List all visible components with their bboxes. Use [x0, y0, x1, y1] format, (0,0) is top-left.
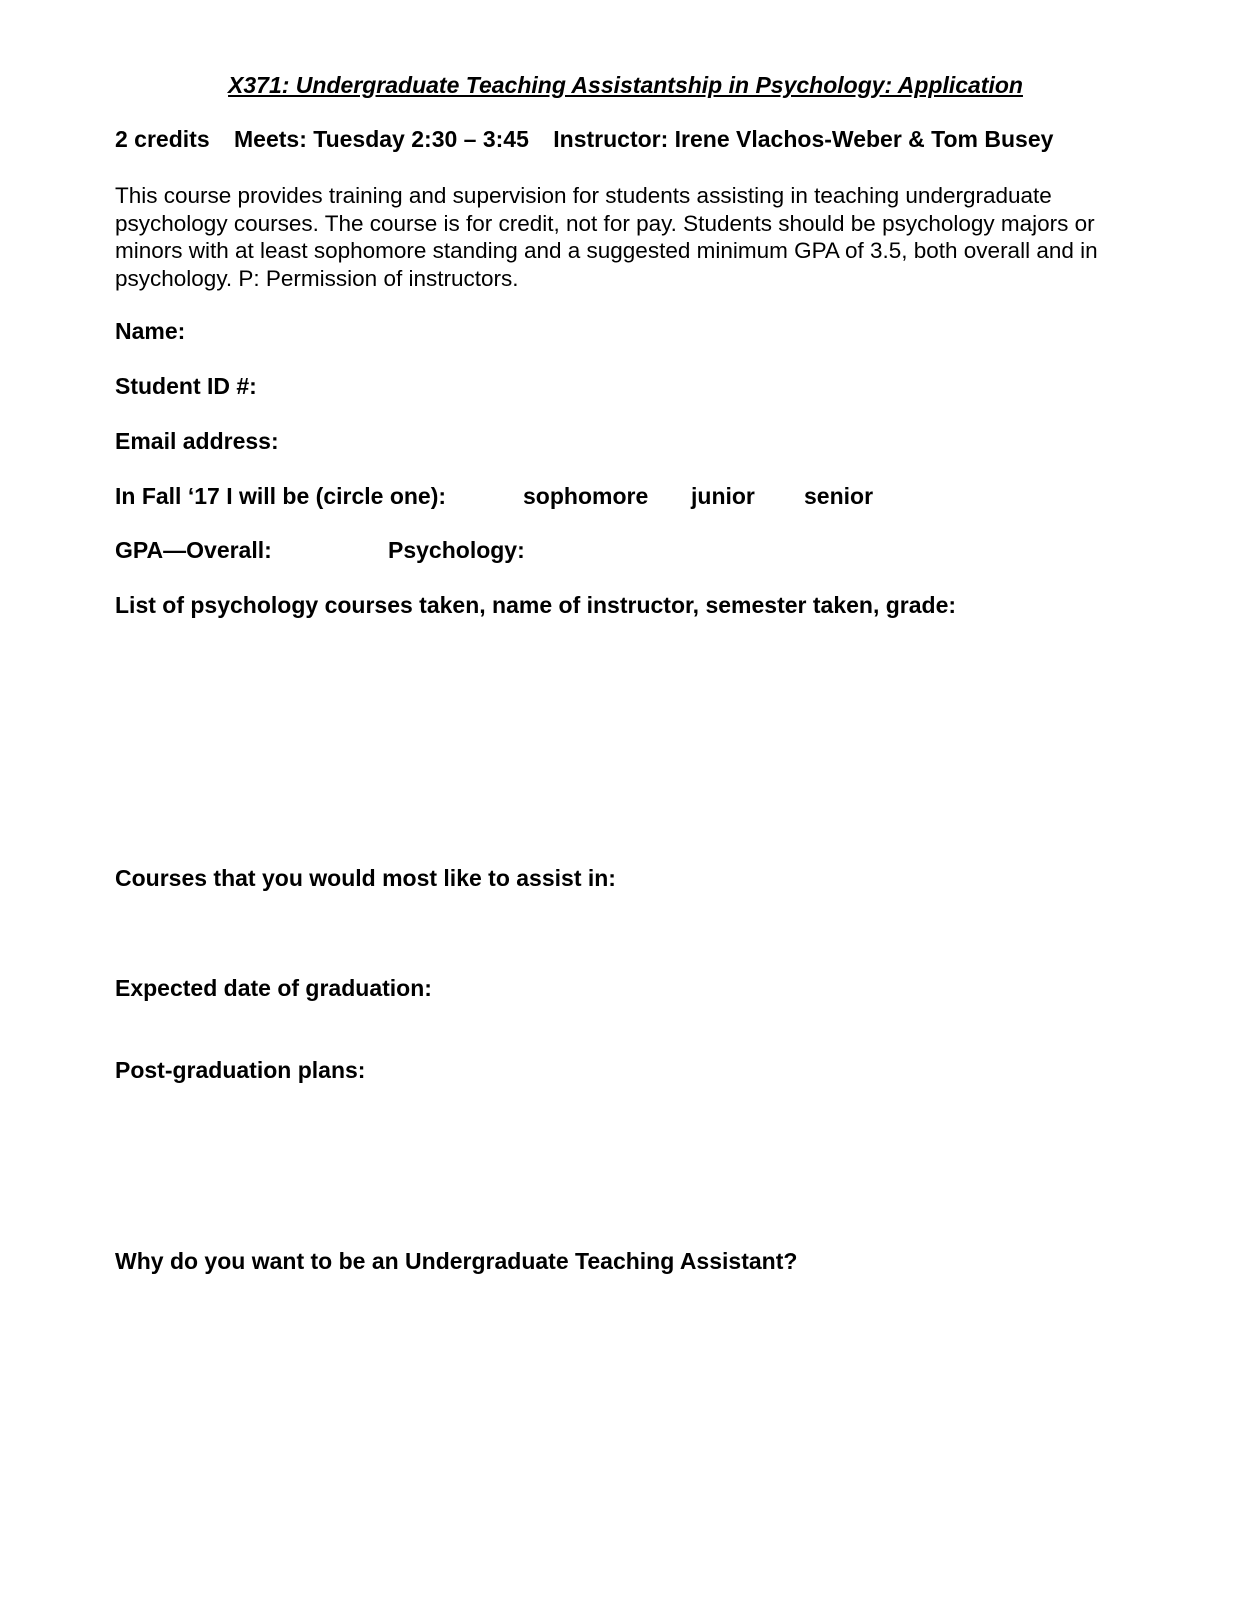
standing-option-senior[interactable]: senior — [804, 483, 874, 509]
page-title — [0, 72, 1237, 99]
email-field-label: Email address: — [115, 428, 279, 454]
standing-field-label: In Fall ‘17 I will be (circle one): — [115, 483, 447, 509]
standing-option-junior[interactable]: junior — [691, 483, 755, 509]
courses-assist-label: Courses that you would most like to assist in: — [115, 865, 616, 891]
name-field-label: Name: — [115, 318, 186, 344]
why-ta-label: Why do you want to be an Undergraduate Teaching Assistant? — [115, 1248, 798, 1274]
gpa-psychology-label: Psychology: — [388, 537, 525, 563]
course-info-line — [115, 126, 1071, 153]
meeting-time-text: Meets: Tuesday 2:30 – 3:45 — [234, 126, 529, 152]
gpa-overall-label: GPA—Overall: — [115, 537, 272, 563]
credits-text: 2 credits — [115, 126, 210, 152]
courses-taken-label: List of psychology courses taken, name of instructor, semester taken, grade: — [115, 592, 957, 618]
standing-option-sophomore[interactable]: sophomore — [523, 483, 649, 509]
graduation-date-label: Expected date of graduation: — [115, 975, 432, 1001]
post-graduation-label: Post-graduation plans: — [115, 1057, 366, 1083]
title-text: X371: Undergraduate Teaching Assistantship in Psychology: Application — [228, 72, 1023, 98]
course-description: This course provides training and supervision for students assisting in teaching undergraduate psychology courses. The course is for credit, not for pay. Students should be psychology majors or minors with at least sophomore standing and a suggested minimum GPA of 3.5, both overall and in psychology. P: Permission of instructors. — [115, 183, 1098, 291]
student-id-field-label: Student ID #: — [115, 373, 257, 399]
instructor-text: Instructor: Irene Vlachos-Weber & Tom Busey — [553, 126, 1054, 152]
